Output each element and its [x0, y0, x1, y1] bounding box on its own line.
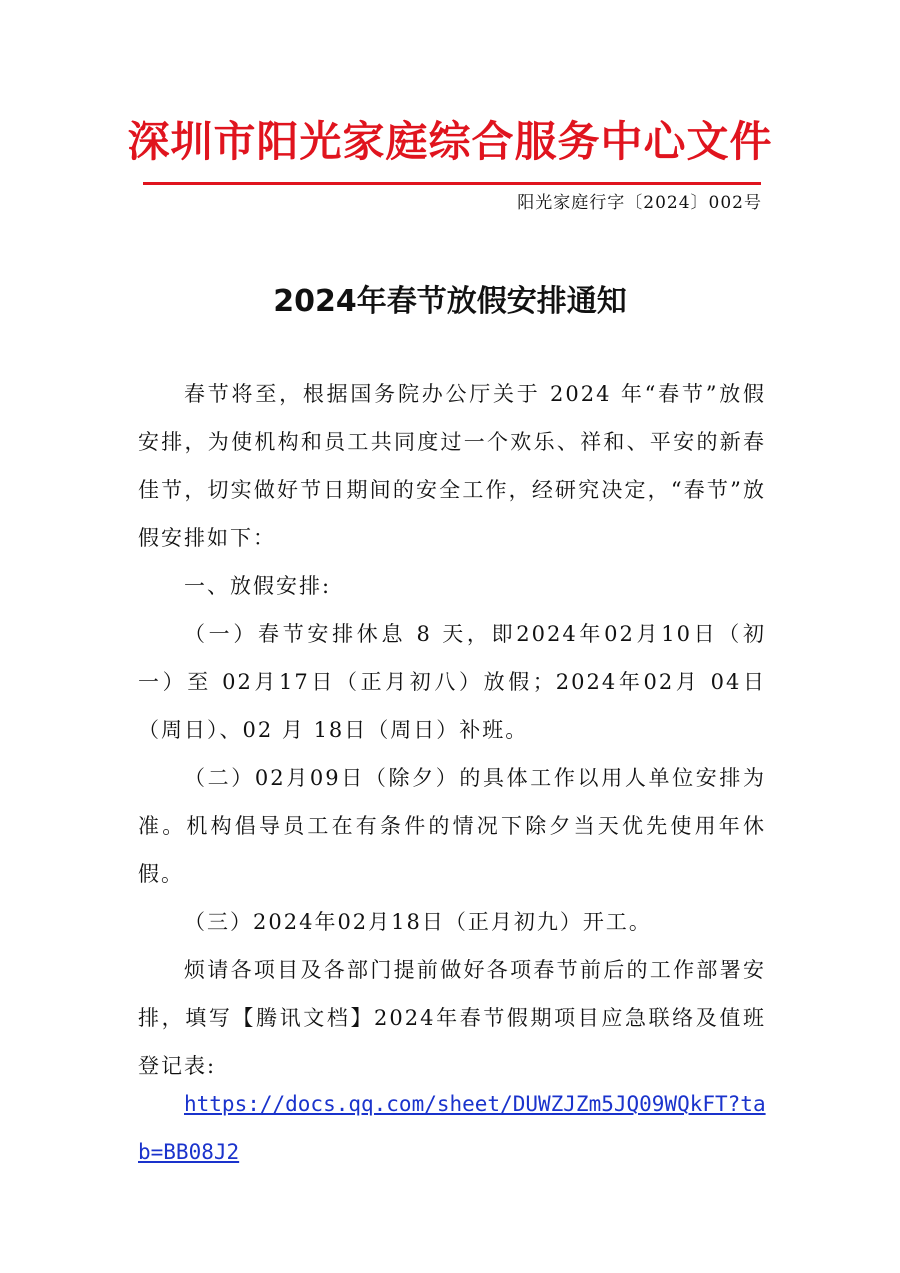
intro-paragraph-block: [138, 370, 766, 562]
notice-title: 2024年春节放假安排通知: [273, 284, 627, 319]
section-heading-holiday: 一、放假安排:: [184, 574, 332, 598]
holiday-item-3: （三）2024年02月18日（正月初九）开工。: [184, 910, 652, 934]
holiday-item-1: （一）春节安排休息 8 天，即2024年02月10日（初一）至 02月17日（正月初八）放假；2024年02月 04日（周日）、02 月 18日（周日）补班。: [138, 622, 766, 742]
item1-block: [138, 610, 766, 754]
intro-paragraph: 春节将至，根据国务院办公厅关于 2024 年“春节”放假安排，为使机构和员工共同度过一个欢乐、祥和、平安的新春佳节，切实做好节日期间的安全工作，经研究决定，“春节”放假安排如下：: [138, 382, 766, 550]
section-heading-block: [138, 562, 766, 610]
tencent-docs-link[interactable]: https://docs.qq.com/sheet/DUWZJZm5JQ09WQkFT?tab=BB08J2: [138, 1092, 766, 1164]
holiday-item-2: （二）02月09日（除夕）的具体工作以用人单位安排为准。机构倡导员工在有条件的情况下除夕当天优先使用年休假。: [138, 766, 766, 886]
item2-block: [138, 754, 766, 898]
item3-block: [138, 898, 766, 946]
org-header-title: 深圳市阳光家庭综合服务中心文件: [127, 117, 773, 166]
request-block: [138, 946, 766, 1090]
request-paragraph: 烦请各项目及各部门提前做好各项春节前后的工作部署安排，填写【腾讯文档】2024年春节假期项目应急联络及值班登记表:: [138, 958, 766, 1078]
link-block: [138, 1080, 766, 1176]
document-number: 阳光家庭行字〔2024〕002号: [517, 193, 762, 213]
red-divider-line: [143, 182, 761, 185]
